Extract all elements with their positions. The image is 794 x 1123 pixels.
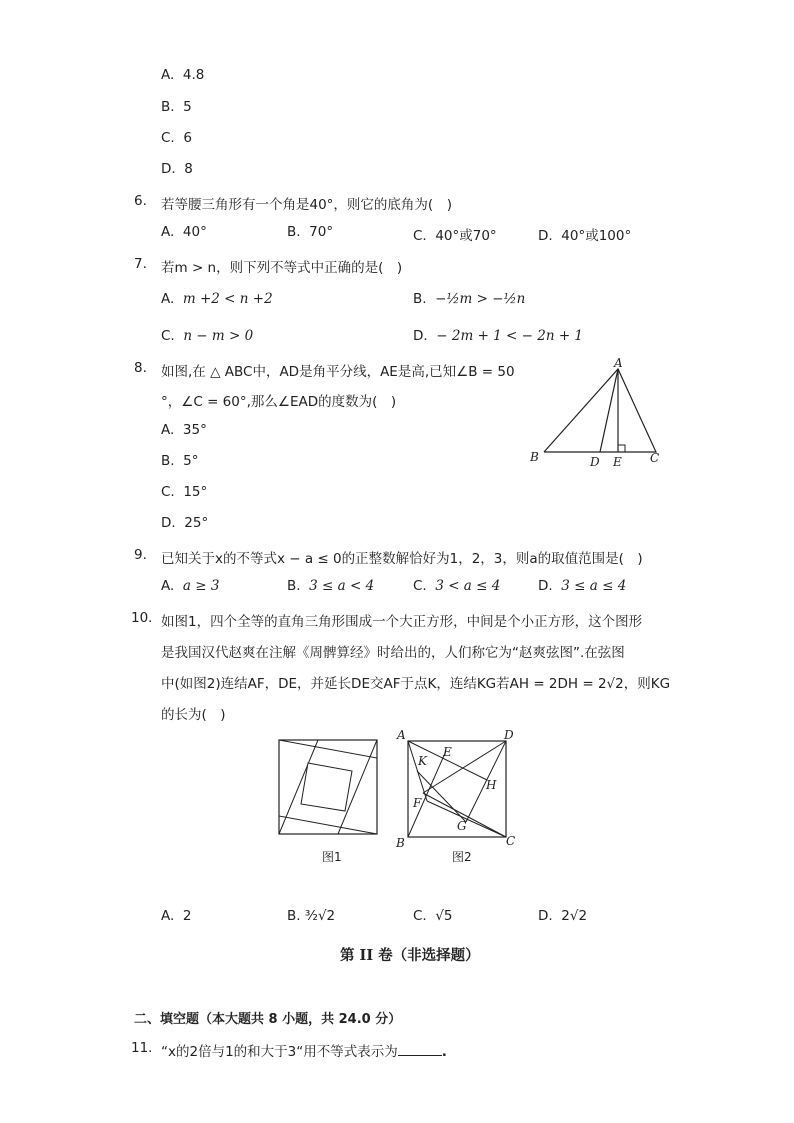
- label-c: C: [506, 834, 516, 848]
- q6-option-a: A. 40°: [161, 224, 207, 240]
- q6-option-d: D. 40°或100°: [538, 228, 632, 244]
- label-d: D: [590, 455, 600, 469]
- q7-option-b: B. −½m > −½n: [413, 291, 526, 307]
- q8-triangle-figure: [520, 355, 670, 475]
- segment-ad: [600, 369, 618, 452]
- q7-option-a: A. m +2 < n +2: [161, 291, 273, 307]
- q10-figure1: [278, 738, 380, 838]
- q8-stem-line2: °，∠C = 60°,那么∠EAD的度数为( ): [161, 394, 397, 410]
- label-f: F: [413, 796, 422, 810]
- q7-stem: 若m > n，则下列不等式中正确的是( ): [161, 260, 403, 276]
- q9-option-d: D. 3 ≤ a ≤ 4: [538, 578, 627, 594]
- q10-option-b: B. ³⁄₂√2: [287, 908, 336, 924]
- label-g: G: [457, 819, 467, 833]
- label-k: K: [418, 754, 427, 768]
- q8-option-c: C. 15°: [161, 484, 208, 500]
- q6-number: 6.: [134, 193, 147, 209]
- label-e: E: [443, 745, 452, 759]
- inner-square: [301, 763, 352, 811]
- q8-stem-line1: 如图,在 △ ABC中，AD是角平分线，AE是高,已知∠B = 50: [161, 364, 515, 380]
- q6-option-c: C. 40°或70°: [413, 228, 497, 244]
- q10-stem-line4: 的长为( ): [161, 707, 226, 723]
- q9-option-c: C. 3 < a ≤ 4: [413, 578, 501, 594]
- q5-option-c: C. 6: [161, 130, 192, 146]
- q10-option-a: A. 2: [161, 908, 192, 924]
- q8-option-b: B. 5°: [161, 453, 199, 469]
- q7-option-c: C. n − m > 0: [161, 328, 254, 344]
- q10-option-c: C. √5: [413, 908, 453, 924]
- label-c: C: [650, 451, 660, 465]
- figure2-caption: 图2: [452, 850, 472, 864]
- q9-option-a: A. a ≥ 3: [161, 578, 220, 594]
- label-b: B: [530, 450, 539, 464]
- q9-option-b: B. 3 ≤ a < 4: [287, 578, 375, 594]
- q10-stem-line2: 是我国汉代赵爽在注解《周髀算经》时给出的，人们称它为“赵爽弦图”.在弦图: [161, 645, 625, 661]
- q7-number: 7.: [134, 256, 147, 272]
- q8-number: 8.: [134, 360, 147, 376]
- answer-blank[interactable]: [398, 1043, 442, 1056]
- q5-option-a: A. 4.8: [161, 67, 205, 83]
- q5-option-d: D. 8: [161, 161, 193, 177]
- figure1-caption: 图1: [322, 850, 342, 864]
- q11-stem: “x的2倍与1的和大于3“用不等式表示为 .: [161, 1044, 447, 1060]
- label-e: E: [613, 455, 622, 469]
- q10-number: 10.: [131, 610, 153, 626]
- q7-option-d: D. − 2m + 1 < − 2n + 1: [413, 328, 584, 344]
- label-a: A: [614, 356, 623, 370]
- q8-option-a: A. 35°: [161, 422, 207, 438]
- label-d: D: [504, 728, 514, 742]
- part2-title: 第 II 卷（非选择题）: [340, 947, 480, 964]
- q10-figure2: [393, 725, 523, 851]
- q10-option-d: D. 2√2: [538, 908, 588, 924]
- q5-option-b: B. 5: [161, 99, 192, 115]
- q9-stem: 已知关于x的不等式x − a ≤ 0的正整数解恰好为1，2，3，则a的取值范围是( ): [161, 551, 643, 567]
- label-b: B: [396, 836, 405, 850]
- q9-number: 9.: [134, 547, 147, 563]
- q6-stem: 若等腰三角形有一个角是40°，则它的底角为( ): [161, 197, 452, 213]
- q10-stem-line3: 中(如图2)连结AF，DE，并延长DE交AF于点K，连结KG若AH = 2DH = 2√2，则KG: [161, 676, 671, 692]
- q11-number: 11.: [131, 1040, 153, 1056]
- q10-stem-line1: 如图1，四个全等的直角三角形围成一个大正方形，中间是个小正方形，这个图形: [161, 614, 643, 630]
- right-angle-mark: [618, 445, 625, 452]
- line-be: [408, 751, 446, 837]
- label-a: A: [397, 728, 406, 742]
- line-kg: [417, 771, 466, 822]
- label-h: H: [486, 778, 497, 792]
- section2-title: 二、填空题（本大题共 8 小题，共 24.0 分）: [134, 1012, 402, 1027]
- q8-option-d: D. 25°: [161, 515, 209, 531]
- triangle-abc: [544, 369, 656, 452]
- q6-option-b: B. 70°: [287, 224, 334, 240]
